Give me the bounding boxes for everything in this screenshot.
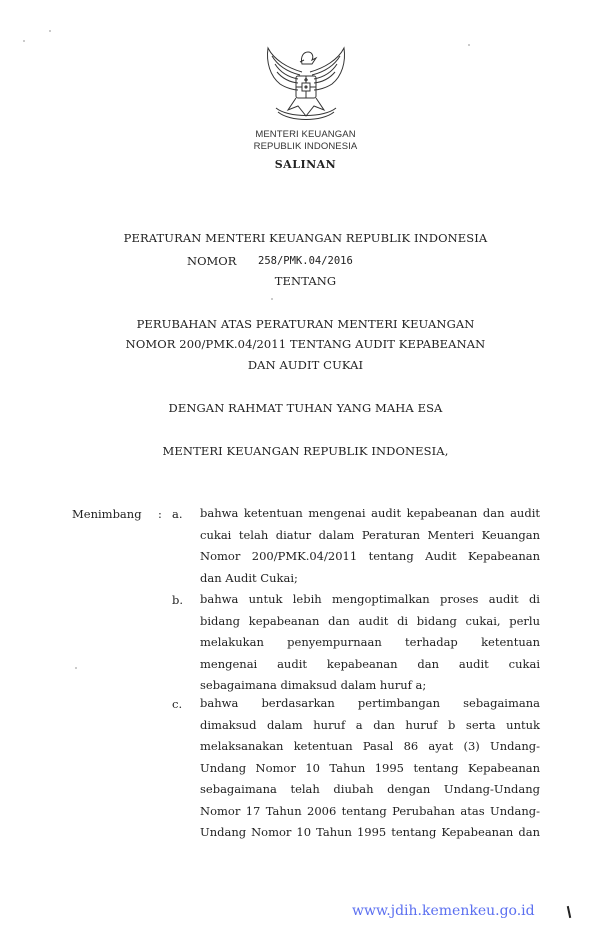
scan-speck — [49, 30, 51, 32]
item-line: Nomor 17 Tahun 2006 tentang Perubahan atas Undang- — [200, 803, 540, 818]
invocation: DENGAN RAHMAT TUHAN YANG MAHA ESA — [168, 401, 443, 415]
item-line: mengenai audit kepabeanan dan audit cukai — [200, 656, 540, 671]
nomor-value: 258/PMK.04/2016 — [258, 255, 353, 267]
tentang-heading: TENTANG — [274, 274, 337, 288]
scan-speck — [271, 298, 273, 300]
item-line: Undang Nomor 10 Tahun 1995 tentang Kepabeanan dan — [200, 825, 540, 839]
item-line: bahwa berdasarkan pertimbangan sebagaimana — [200, 696, 540, 710]
item-line: Nomor 200/PMK.04/2011 tentang Audit Kepabeanan — [200, 549, 540, 563]
item-line: Undang Nomor 10 Tahun 1995 tentang Kepabeanan — [200, 760, 540, 775]
scan-speck — [23, 40, 25, 42]
scan-mark — [567, 906, 571, 918]
menimbang-colon: : — [158, 507, 162, 521]
org-name-line2: REPUBLIK INDONESIA — [253, 141, 358, 152]
item-line: dan Audit Cukai; — [200, 570, 298, 585]
considering-item-b — [200, 589, 540, 697]
item-line: bahwa untuk lebih mengoptimalkan proses audit di — [200, 592, 540, 606]
jdih-website-link[interactable]: www.jdih.kemenkeu.go.id — [352, 903, 535, 919]
garuda-pancasila-emblem-icon — [258, 42, 354, 124]
subject-line-1: PERUBAHAN ATAS PERATURAN MENTERI KEUANGAN — [136, 317, 475, 331]
item-letter-c: c. — [172, 697, 183, 711]
item-line: cukai telah diatur dalam Peraturan Menteri Keuangan — [200, 527, 540, 542]
issuer: MENTERI KEUANGAN REPUBLIK INDONESIA, — [162, 444, 449, 458]
regulation-title: PERATURAN MENTERI KEUANGAN REPUBLIK INDONESIA — [123, 231, 488, 245]
item-line: bidang kepabeanan dan audit di bidang cukai, perlu — [200, 613, 540, 628]
subject-line-3: DAN AUDIT CUKAI — [247, 358, 364, 372]
subject-line-2: NOMOR 200/PMK.04/2011 TENTANG AUDIT KEPABEANAN — [125, 337, 486, 351]
nomor-label: NOMOR — [187, 254, 237, 268]
item-line: melaksanakan ketentuan Pasal 86 ayat (3) Undang- — [200, 739, 540, 753]
item-line: melakukan penyempurnaan terhadap ketentuan — [200, 635, 540, 649]
item-letter-a: a. — [172, 507, 183, 521]
org-name-line1: MENTERI KEUANGAN — [255, 129, 356, 140]
scan-speck — [468, 44, 470, 46]
menimbang-label: Menimbang — [72, 507, 142, 521]
considering-item-c — [200, 693, 540, 844]
item-line: dimaksud dalam huruf a dan huruf b serta untuk — [200, 717, 540, 732]
item-line: sebagaimana dimaksud dalam huruf a; — [200, 678, 427, 692]
item-line: bahwa ketentuan mengenai audit kepabeanan dan audit — [200, 506, 540, 520]
item-line: sebagaimana telah diubah dengan Undang-Undang — [200, 782, 540, 796]
considering-item-a — [200, 503, 540, 589]
item-letter-b: b. — [172, 593, 184, 607]
salinan-stamp: SALINAN — [274, 158, 337, 171]
scan-speck — [75, 667, 77, 669]
